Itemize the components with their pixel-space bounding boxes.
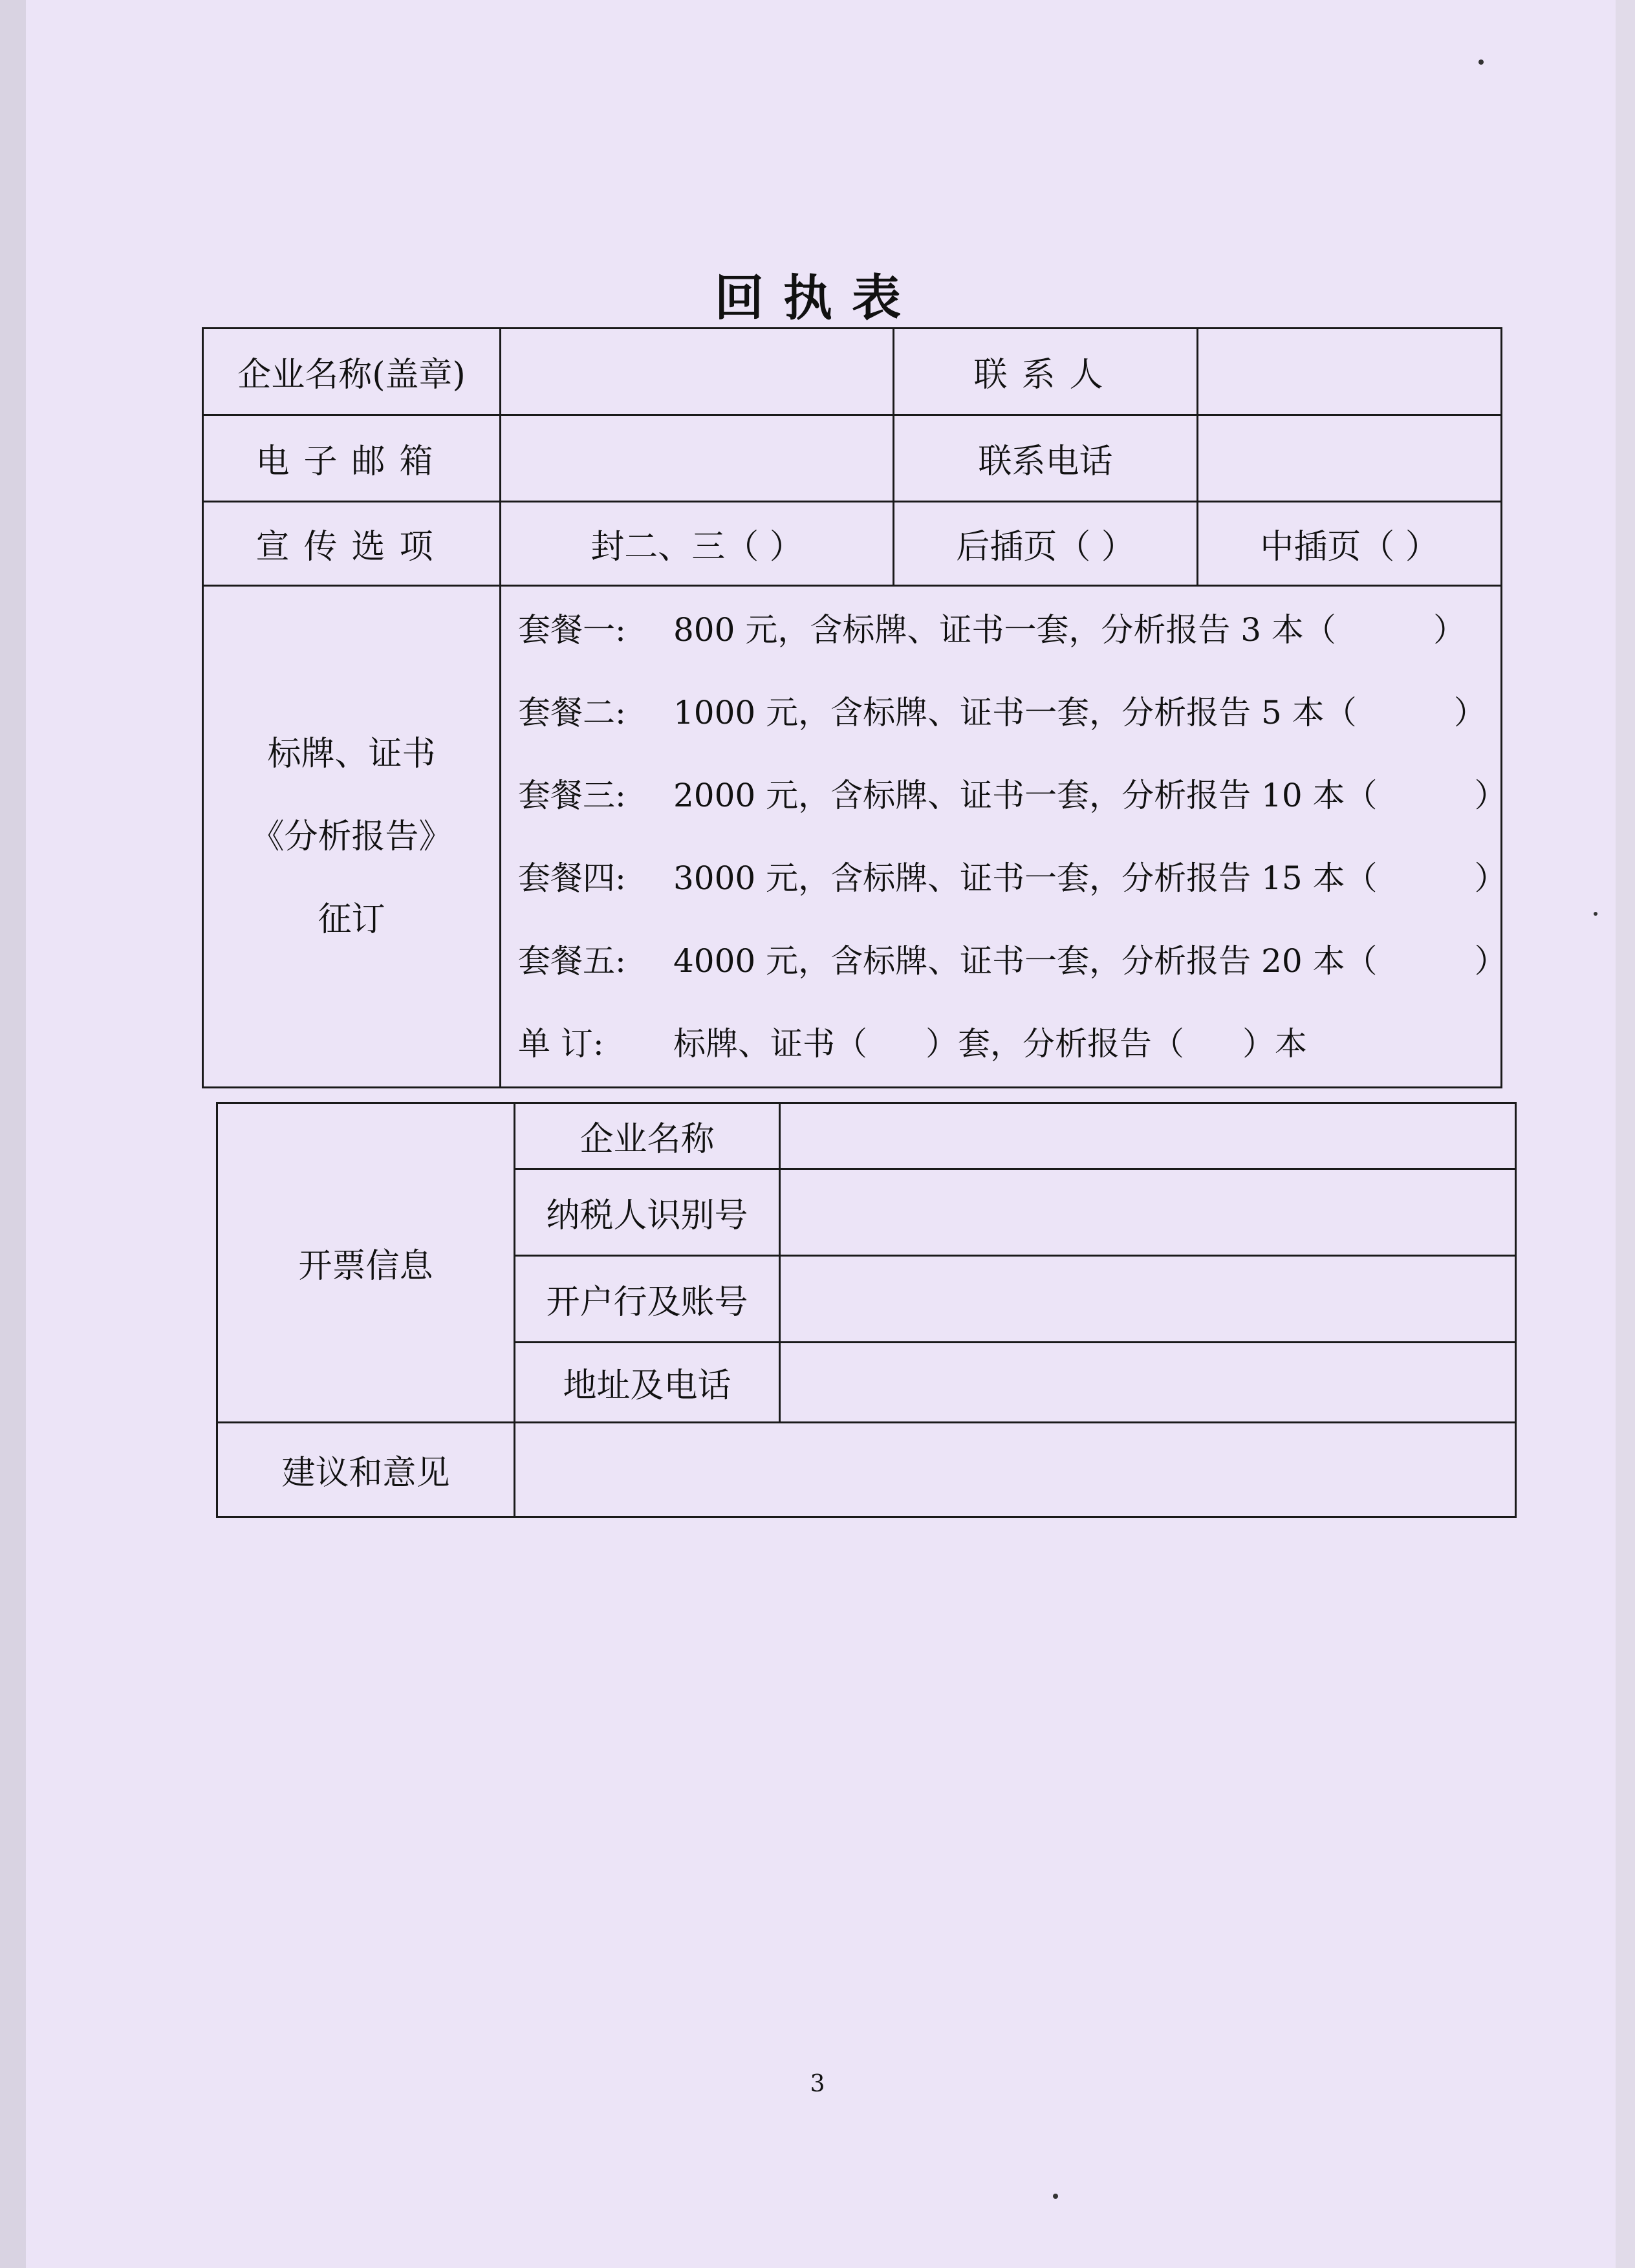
feedback-row xyxy=(217,1423,1516,1517)
package-text: 4000 元，含标牌、证书一套，分析报告 20 本（ xyxy=(673,942,1378,980)
email-label: 电子邮箱 xyxy=(203,415,501,502)
package-name: 套餐三: xyxy=(518,776,626,814)
package-close-paren: ） xyxy=(1474,776,1507,814)
address-phone-field[interactable] xyxy=(780,1343,1516,1423)
package-option-2[interactable] xyxy=(518,671,1491,754)
phone-label: 联系电话 xyxy=(894,415,1198,502)
email-row xyxy=(203,415,1502,502)
company-name-label: 企业名称(盖章) xyxy=(203,329,501,415)
package-close-paren: ） xyxy=(1433,610,1466,649)
package-name: 套餐一: xyxy=(518,610,626,649)
feedback-field[interactable] xyxy=(515,1423,1516,1517)
package-text: 800 元，含标牌、证书一套，分析报告 3 本（ xyxy=(673,610,1336,649)
bank-account-label: 开户行及账号 xyxy=(515,1256,780,1343)
phone-field[interactable] xyxy=(1198,415,1502,502)
bank-account-field[interactable] xyxy=(780,1256,1516,1343)
package-text: 2000 元，含标牌、证书一套，分析报告 10 本（ xyxy=(673,776,1378,814)
package-option-3[interactable] xyxy=(518,754,1507,837)
page-number: 3 xyxy=(810,2071,825,2097)
promo-option-middle-insert[interactable]: 中插页（ ） xyxy=(1198,502,1502,586)
subscription-row xyxy=(203,586,1502,1088)
package-text: 1000 元，含标牌、证书一套，分析报告 5 本（ xyxy=(673,693,1357,731)
taxpayer-id-field[interactable] xyxy=(780,1169,1516,1256)
promo-option-back-insert[interactable]: 后插页（ ） xyxy=(894,502,1198,586)
promo-row xyxy=(203,502,1502,586)
receipt-table xyxy=(202,327,1507,1088)
invoice-table xyxy=(216,1102,1517,1518)
package-close-paren: ） xyxy=(1453,693,1486,731)
contact-person-field[interactable] xyxy=(1198,329,1502,415)
subscription-label-line-1: 标牌、证书 xyxy=(267,734,436,773)
company-row xyxy=(203,329,1502,415)
company-name-field[interactable] xyxy=(501,329,894,415)
single-order-part-2: ）套，分析报告（ xyxy=(926,1024,1184,1063)
package-option-4[interactable] xyxy=(518,837,1507,920)
package-option-5[interactable] xyxy=(518,920,1507,1002)
single-order-name: 单 订: xyxy=(518,1024,604,1063)
package-option-1[interactable] xyxy=(518,589,1491,671)
package-name: 套餐四: xyxy=(518,859,626,897)
scan-speck xyxy=(1594,912,1597,916)
subscription-label xyxy=(203,586,501,1088)
package-close-paren: ） xyxy=(1474,942,1507,980)
single-order-option[interactable] xyxy=(518,1002,1491,1085)
single-order-part-3: ）本 xyxy=(1242,1024,1307,1063)
scan-speck xyxy=(1053,2194,1058,2199)
package-name: 套餐二: xyxy=(518,693,626,731)
subscription-label-line-2: 《分析报告》 xyxy=(250,817,453,856)
address-phone-label: 地址及电话 xyxy=(515,1343,780,1423)
promo-option-cover[interactable]: 封二、三（ ） xyxy=(501,502,894,586)
contact-person-label: 联系人 xyxy=(894,329,1198,415)
package-text: 3000 元，含标牌、证书一套，分析报告 15 本（ xyxy=(673,859,1378,897)
form-title: 回执表 xyxy=(715,269,920,327)
package-list xyxy=(501,586,1507,1088)
scan-edge-right xyxy=(1616,0,1635,2268)
promo-label: 宣传选项 xyxy=(203,502,501,586)
taxpayer-id-label: 纳税人识别号 xyxy=(515,1169,780,1256)
invoice-info-label: 开票信息 xyxy=(217,1103,515,1423)
invoice-row xyxy=(217,1103,1516,1169)
scan-speck xyxy=(1478,59,1484,65)
package-close-paren: ） xyxy=(1474,859,1507,897)
scan-edge-left xyxy=(0,0,26,2268)
subscription-label-line-3: 征订 xyxy=(318,900,385,939)
invoice-company-label: 企业名称 xyxy=(515,1103,780,1169)
package-name: 套餐五: xyxy=(518,942,626,980)
invoice-company-field[interactable] xyxy=(780,1103,1516,1169)
single-order-part-1: 标牌、证书（ xyxy=(673,1024,867,1063)
email-field[interactable] xyxy=(501,415,894,502)
feedback-label: 建议和意见 xyxy=(217,1423,515,1517)
